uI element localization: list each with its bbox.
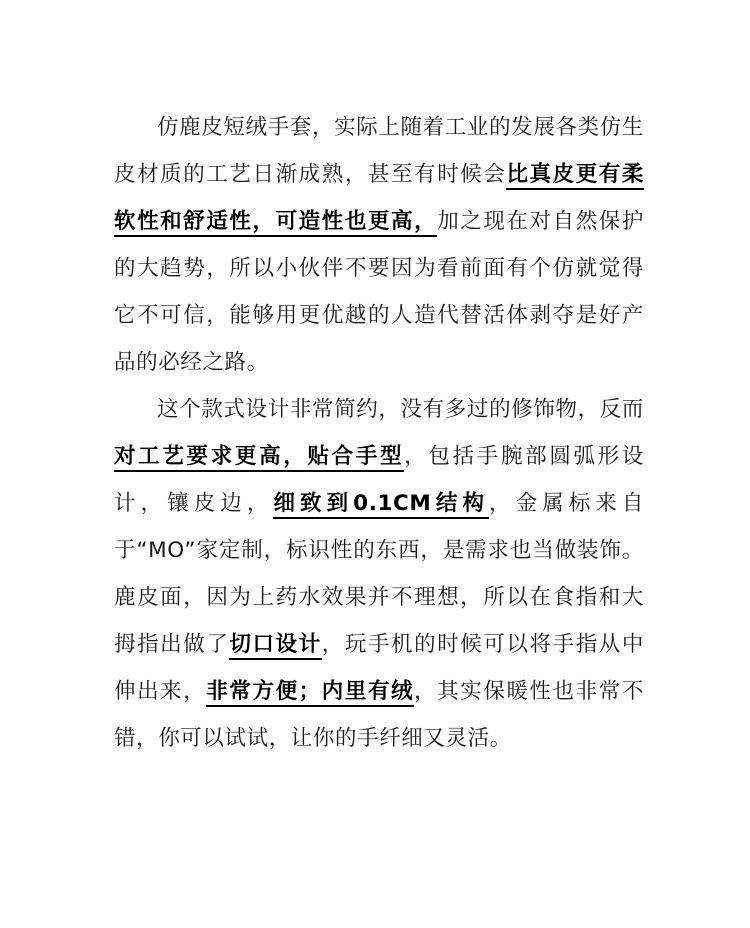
paragraph-text: ，金属标来自于“MO”家定制，标识性的东西，是需求也当做装饰。鹿皮面，因为上药水效果并不理想，所以在食指和大拇指出做了 [114, 491, 644, 657]
article-body [114, 104, 644, 762]
paragraph-text: 这个款式设计非常简约，没有多过的修饰物，反而 [157, 397, 644, 422]
paragraph-text: ，其实保暖性也非常不错，你可以试试，让你的手纤细又灵活。 [114, 679, 644, 751]
emphasized-text: 比真皮更有柔软性和舒适性，可造性也更高， [114, 162, 644, 237]
paragraph-text: ，包括手腕部圆弧形设计，镶皮边， [114, 444, 644, 516]
emphasized-text: 对工艺要求更高，贴合手型 [114, 444, 404, 472]
paragraph-1 [114, 104, 644, 386]
paragraph-text: 仿鹿皮短绒手套，实际上随着工业的发展各类仿生皮材质的工艺日渐成熟，甚至有时候会 [114, 115, 644, 187]
emphasized-text: 细致到0.1CM结构 [273, 491, 489, 519]
paragraph-text: ，玩手机的时候可以将手指从中伸出来， [114, 632, 644, 704]
emphasized-text: 切口设计 [229, 632, 321, 660]
emphasized-text: 非常方便；内里有绒 [206, 679, 414, 707]
paragraph-2 [114, 386, 644, 762]
paragraph-text: 加之现在对自然保护的大趋势，所以小伙伴不要因为看前面有个仿就觉得它不可信，能够用更优越的人造代替活体剥夺是好产品的必经之路。 [114, 209, 644, 375]
